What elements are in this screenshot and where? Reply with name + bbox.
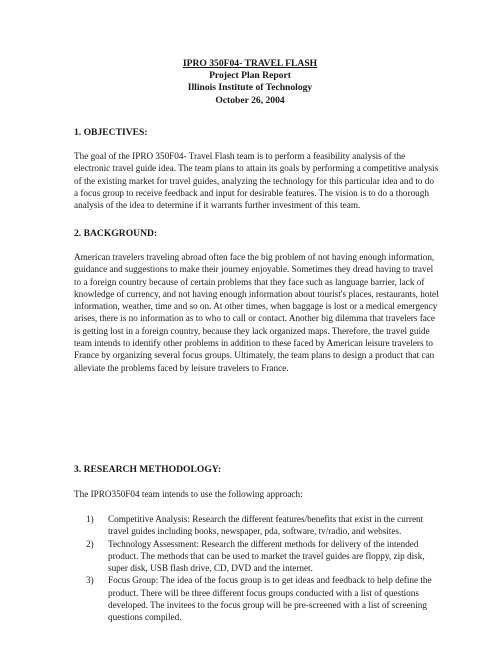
list-item (74, 513, 440, 538)
section-body-objectives: The goal of the IPRO 350F04- Travel Flash team is to perform a feasibility analysis of the electronic travel guide idea. The team plans to attain its goals by performing a competitive analysis of the existing market for travel guides, analyzing the technology for this particular idea and to do a focus group to receive feedback and input for desirable features. The vision is to do a thorough analysis of the idea to determine if it warrants further investment of this team. (74, 151, 439, 211)
section-body-background: American travelers traveling abroad often face the big problem of not having enough information, guidance and suggestions to make their journey enjoyable. Sometimes they dread having to travel to a foreign country because of certain problems that they face such as language barrier, lack of knowledge of currency, and not having enough information about tourist's places, restaurants, hotel information, weather, time and so on. At other times, when baggage is lost or a medical emergency arises, there is no information as to who to call or contact. Another big dilemma that travelers face is getting lost in a foreign country, because they lack organized maps. Therefore, the travel guide team intends to identify other problems in addition to these faced by American leisure travelers to France by organizing several focus groups. Ultimately, the team plans to design a product that can alleviate the problems faced by leisure travelers to France. (74, 252, 439, 373)
methodology-list (74, 513, 440, 624)
section-heading-background: 2. BACKGROUND: (74, 228, 158, 239)
institution-name: Illinois Institute of Technology (187, 82, 313, 94)
list-item-text: Competitive Analysis: Research the different features/benefits that exist in the current travel guides including books, newspaper, pda, software, tv/radio, and websites. (108, 514, 424, 537)
document-title: IPRO 350F04- TRAVEL FLASH (182, 58, 318, 69)
list-item (74, 574, 440, 623)
list-item-text: Focus Group: The idea of the focus group is to get ideas and feedback to help define the product. There will be three different focus groups conducted with a list of questions developed. The invitees to the focus group will be pre-screened with a list of screening questions compiled. (108, 575, 432, 623)
list-item-number: 2) (86, 538, 94, 549)
section-heading-objectives: 1. OBJECTIVES: (74, 127, 148, 138)
document-subtitle: Project Plan Report (209, 70, 291, 82)
list-item-text: Technology Assessment: Research the different methods for delivery of the intended product. The methods that can be used to market the travel guides are floppy, zip disk, super disk, USB flash drive, CD, DVD and the internet. (108, 538, 425, 574)
list-item-number: 3) (86, 575, 94, 586)
document-header (0, 58, 500, 107)
document-date: October 26, 2004 (215, 94, 285, 106)
section-heading-research-methodology: 3. RESEARCH METHODOLOGY: (74, 464, 222, 475)
list-item-number: 1) (86, 514, 94, 524)
list-item (74, 538, 440, 575)
section-body-research-methodology: The IPRO350F04 team intends to use the following approach: (74, 489, 303, 499)
